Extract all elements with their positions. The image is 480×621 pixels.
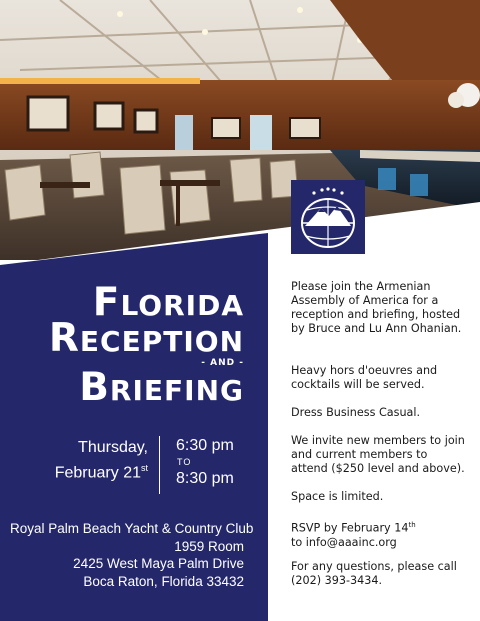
rsvp-prefix: RSVP by February 14 xyxy=(291,521,409,535)
rsvp-email: to info@aaainc.org xyxy=(291,535,397,549)
venue-city: Boca Raton, Florida 33432 xyxy=(83,573,244,589)
title-rest-lorida: LORIDA xyxy=(120,289,244,322)
title-rest-riefing: RIEFING xyxy=(109,374,244,407)
venue-room: 1959 Room xyxy=(174,538,244,554)
armenian-assembly-globe-logo-icon xyxy=(291,180,365,254)
venue-name: Royal Palm Beach Yacht & Country Club xyxy=(10,521,254,536)
details-members: We invite new members to join and current members to attend ($250 level and above). xyxy=(291,434,465,475)
event-date-line xyxy=(30,458,148,483)
title-rest-eception: ECEPTION xyxy=(79,325,244,358)
title-initial-f: F xyxy=(92,280,121,325)
title-line-briefing xyxy=(20,365,244,410)
title-and: - AND - xyxy=(201,358,244,368)
details-rsvp xyxy=(291,518,467,550)
details-questions: For any questions, please call (202) 393-3434. xyxy=(291,560,457,587)
date-divider xyxy=(159,436,160,494)
time-end: 8:30 pm xyxy=(176,470,234,487)
details-dress: Dress Business Casual. xyxy=(291,406,421,419)
title-line-reception xyxy=(20,316,244,361)
venue-street: 2425 West Maya Palm Drive xyxy=(73,556,244,571)
time-start: 6:30 pm xyxy=(176,437,234,454)
title-initial-b: B xyxy=(79,365,110,410)
time-to: TO xyxy=(177,457,192,467)
event-date xyxy=(30,437,148,483)
details-space: Space is limited. xyxy=(291,490,384,503)
details-food: Heavy hors d'oeuvres and cocktails will be served. xyxy=(291,364,438,391)
rsvp-suffix: th xyxy=(408,521,416,529)
venue-address xyxy=(10,520,254,590)
details-intro: Please join the Armenian Assembly of America for a reception and briefing, hosted by Bruce and Lu Ann Ohanian. xyxy=(291,280,462,335)
rsvp-line xyxy=(291,518,467,536)
title-initial-r: R xyxy=(48,316,80,361)
event-date-suffix: st xyxy=(140,463,148,473)
event-date-text: February 21 xyxy=(54,464,141,482)
event-day: Thursday, xyxy=(78,439,148,456)
event-time xyxy=(176,436,234,488)
